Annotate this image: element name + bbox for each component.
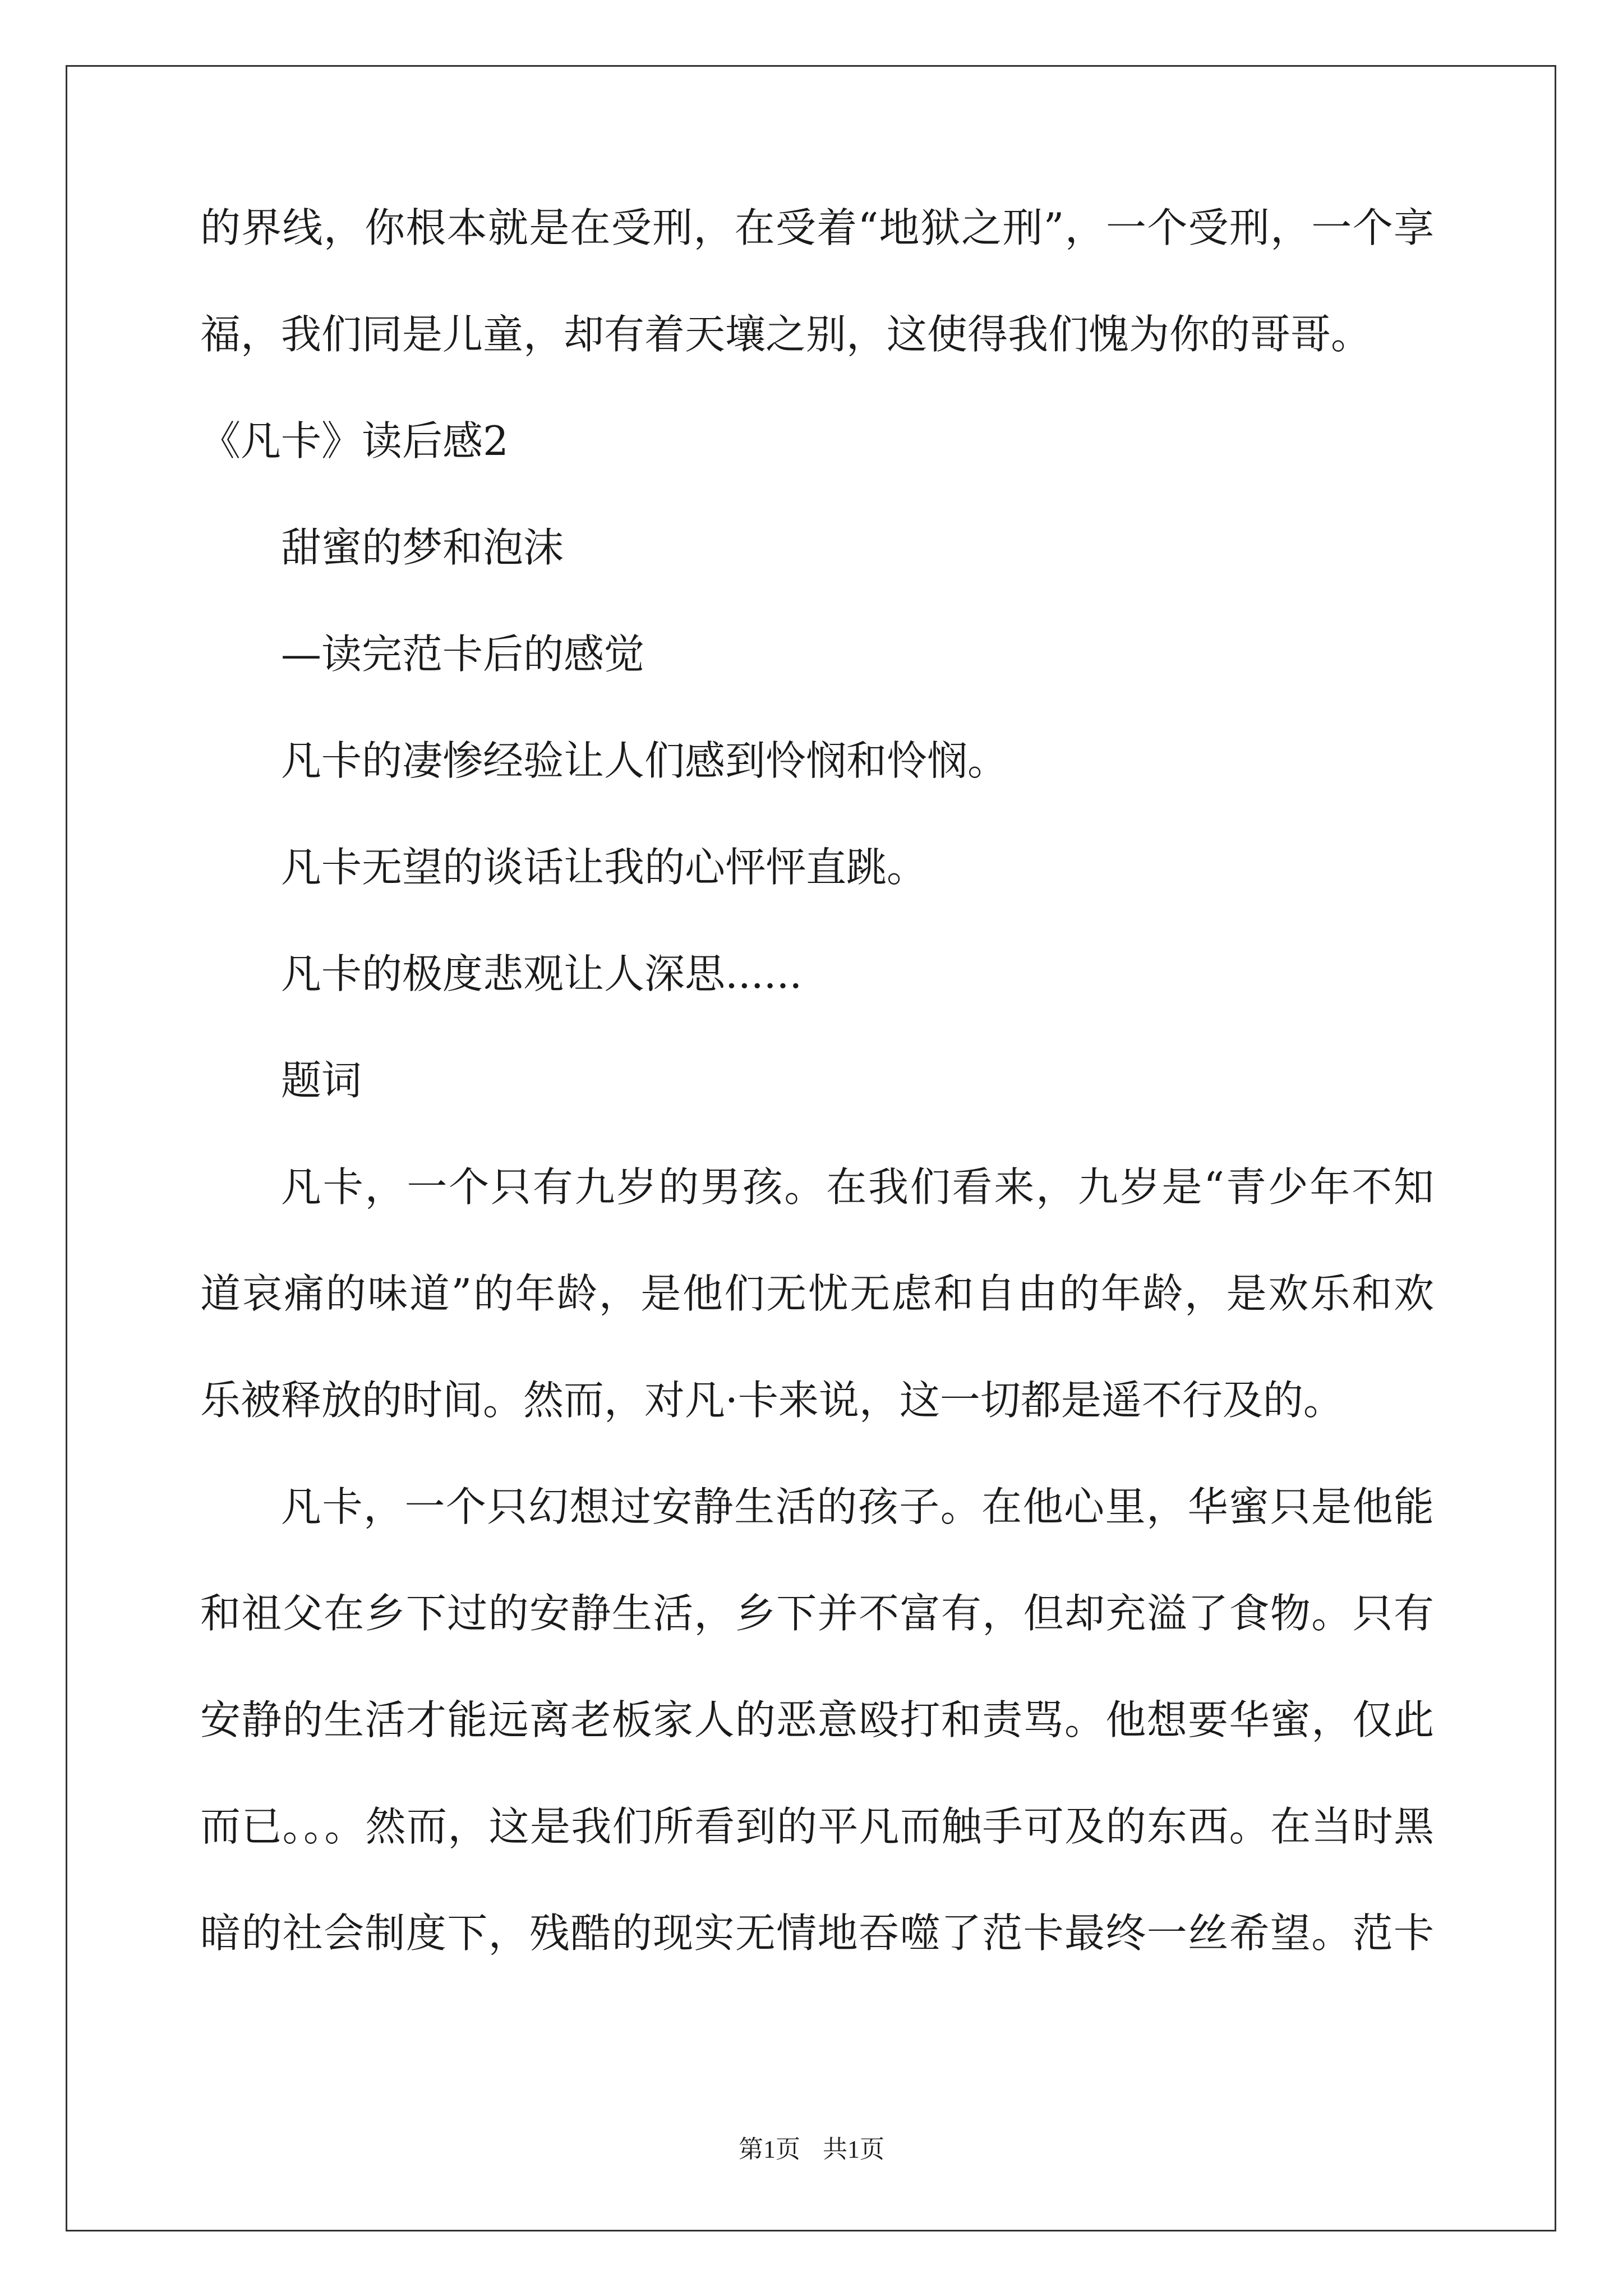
paragraph-line: 安静的生活才能远离老板家人的恶意殴打和责骂。他想要华蜜，仅此	[200, 1696, 1434, 1743]
essay-subtitle: —读完范卡后的感觉	[281, 631, 645, 678]
page-number-current: 第1页	[739, 2136, 800, 2163]
paragraph-line: 暗的社会制度下，残酷的现实无情地吞噬了范卡最终一丝希望。范卡	[200, 1910, 1434, 1957]
essay-title: 甜蜜的梦和泡沫	[281, 524, 564, 571]
paragraph-line: 凡卡，一个只幻想过安静生活的孩子。在他心里，华蜜只是他能	[281, 1483, 1434, 1530]
paragraph-line: 道哀痛的味道”的年龄，是他们无忧无虑和自由的年龄，是欢乐和欢	[200, 1270, 1434, 1317]
paragraph-line: 而已。。。然而，这是我们所看到的平凡而触手可及的东西。在当时黑	[200, 1803, 1434, 1850]
paragraph-line: 凡卡的极度悲观让人深思......	[281, 950, 803, 997]
section-heading: 《凡卡》读后感2	[200, 417, 509, 464]
page-footer	[0, 2136, 1623, 2163]
epigraph-label: 题词	[281, 1057, 362, 1104]
paragraph-line: 和祖父在乡下过的安静生活，乡下并不富有，但却充溢了食物。只有	[200, 1590, 1434, 1637]
paragraph-line: 凡卡的凄惨经验让人们感到怜悯和怜悯。	[281, 737, 1008, 784]
document-body	[200, 204, 1434, 2019]
paragraph-line: 凡卡无望的谈话让我的心怦怦直跳。	[281, 844, 928, 891]
paragraph-line: 福，我们同是儿童，却有着天壤之别，这使得我们愧为你的哥哥。	[200, 311, 1372, 358]
page-number-total: 共1页	[823, 2136, 884, 2163]
paragraph-line: 的界线，你根本就是在受刑，在受着“地狱之刑”，一个受刑，一个享	[200, 204, 1434, 251]
paragraph-line: 乐被释放的时间。然而，对凡·卡来说，这一切都是遥不行及的。	[200, 1377, 1344, 1424]
paragraph-line: 凡卡，一个只有九岁的男孩。在我们看来，九岁是“青少年不知	[281, 1163, 1434, 1211]
